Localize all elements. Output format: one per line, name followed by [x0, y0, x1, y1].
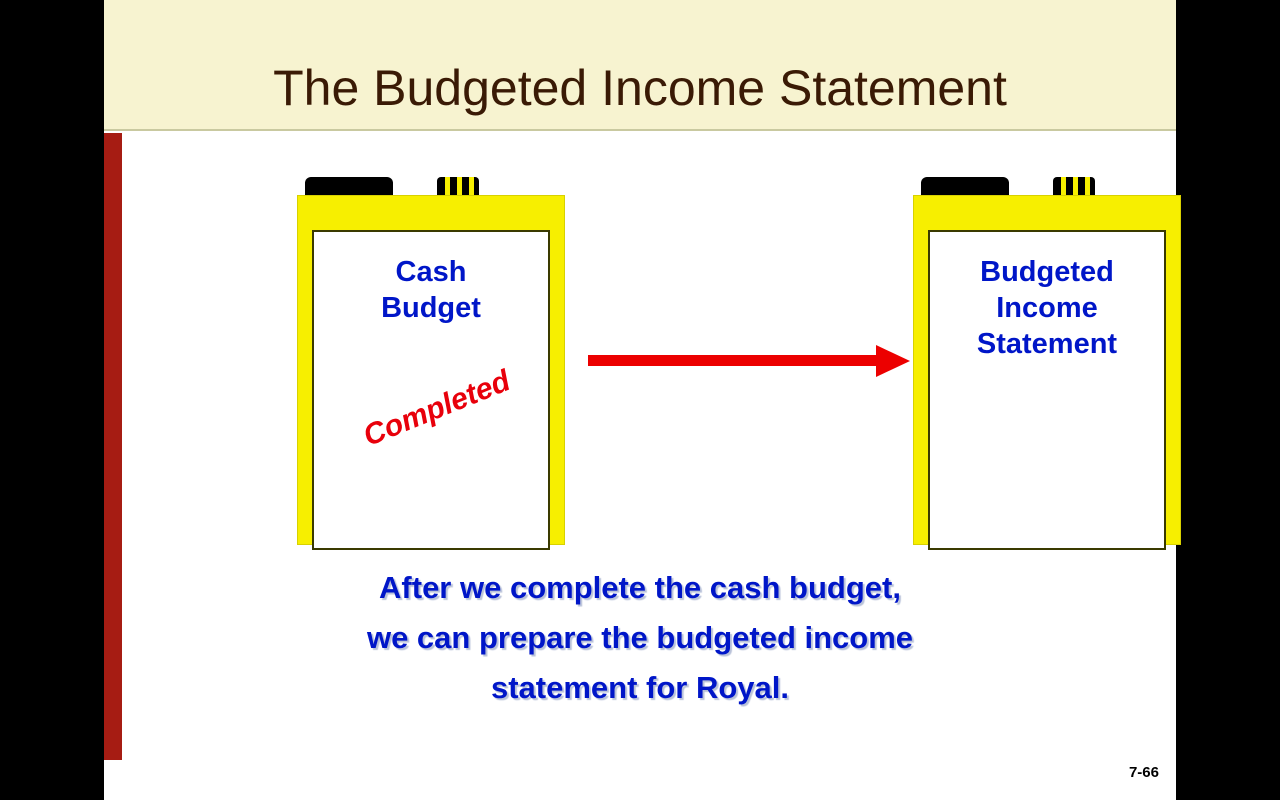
arrow-line — [588, 355, 880, 366]
folder-body — [297, 195, 565, 545]
slide — [104, 0, 1176, 800]
caption-line: statement for Royal. — [490, 670, 789, 705]
completed-stamp: Completed — [358, 364, 515, 453]
folder-label — [314, 254, 548, 326]
folder-label-line: Cash — [395, 256, 467, 288]
page-number: 7-66 — [1128, 764, 1159, 781]
folder-body — [913, 195, 1181, 545]
arrow-head — [876, 345, 910, 377]
folder-label — [930, 254, 1164, 362]
caption — [104, 563, 1176, 713]
folder-label-line: Income — [996, 292, 1098, 324]
caption-line: we can prepare the budgeted income — [366, 620, 914, 655]
folder-page — [928, 230, 1166, 550]
caption-line: After we complete the cash budget, — [379, 570, 901, 605]
folder-label-line: Budgeted — [980, 256, 1114, 288]
folder-label-line: Budget — [381, 292, 481, 324]
folder-label-line: Statement — [976, 328, 1118, 360]
folder-page — [312, 230, 550, 550]
page-title: The Budgeted Income Statement — [273, 60, 1007, 116]
title-band — [104, 0, 1176, 131]
flow-arrow-icon — [588, 345, 918, 375]
